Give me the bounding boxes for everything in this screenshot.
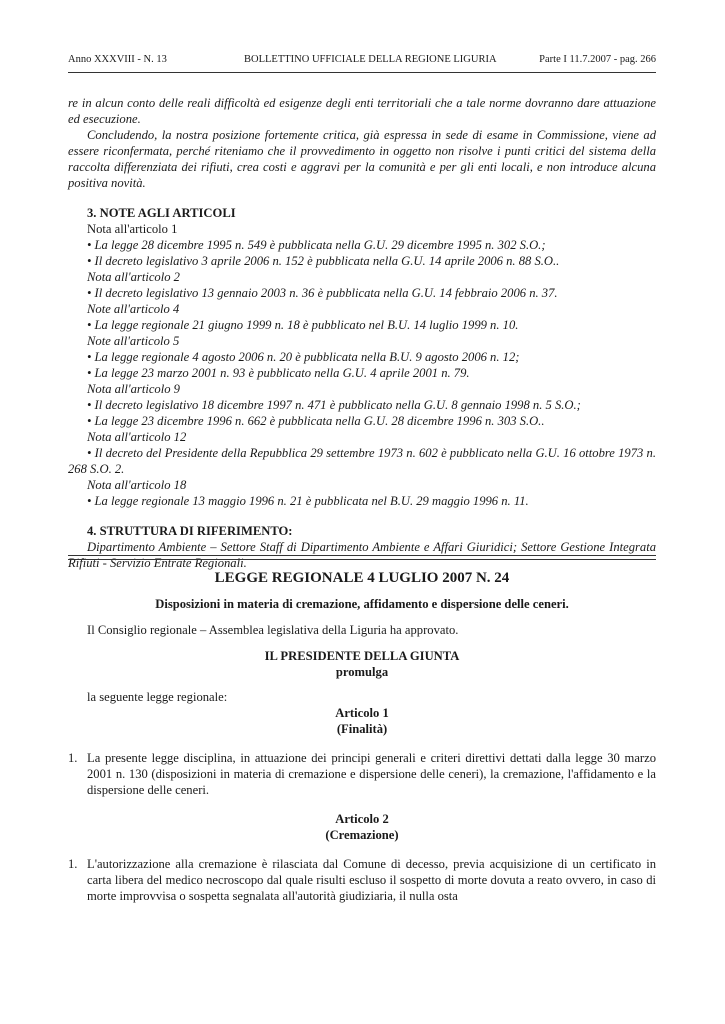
article-2-title: Articolo 2 [335,812,389,826]
president-heading: IL PRESIDENTE DELLA GIUNTA [264,649,460,663]
paragraph-number: 1. [68,751,78,765]
note-item: • La legge 23 marzo 2001 n. 93 è pubblicato nella G.U. 4 aprile 2001 n. 79. [87,366,470,380]
paragraph-text: L'autorizzazione alla cremazione è rilasciata dal Comune di decesso, previa acquisizione di un certificato in carta libera del medico necroscopo dal quale risulti escluso il sospetto di morte dovuta a reato ovvero, in caso di morte improvvisa o sospetta segnalata all'autorità giudiziaria, il nulla osta [87,857,656,903]
law-body [68,570,656,904]
notes-section-title: 3. NOTE AGLI ARTICOLI [87,206,236,220]
note-heading: Nota all'articolo 9 [87,382,180,396]
article-2-subtitle: (Cremazione) [325,828,399,842]
article-1-subtitle: (Finalità) [336,722,388,736]
struttura-text: Dipartimento Ambiente – Settore Staff di Dipartimento Ambiente e Affari Giuridici; Settore Gestione Integrata Rifiuti - Servizio Entrate Regionali. [68,540,656,570]
approval-statement: Il Consiglio regionale – Assemblea legislativa della Liguria ha approvato. [87,623,459,637]
header-issue: Anno XXXVIII - N. 13 [68,54,167,65]
seguente-legge: la seguente legge regionale: [87,690,228,704]
note-item: • La legge regionale 21 giugno 1999 n. 18 è pubblicato nel B.U. 14 luglio 1999 n. 10. [87,318,519,332]
note-item: • La legge 28 dicembre 1995 n. 549 è pubblicata nella G.U. 29 dicembre 1995 n. 302 S.O.; [87,238,546,252]
note-item: • Il decreto legislativo 3 aprile 2006 n. 152 è pubblicata nella G.U. 14 aprile 2006 n. 88 S.O.. [87,254,560,268]
intro-paragraph-1: re in alcun conto delle reali difficoltà ed esigenze degli enti territoriali che a tale norme dovranno dare attuazione ed esecuzione. [68,96,656,126]
note-item: • La legge regionale 13 maggio 1996 n. 21 è pubblicata nel B.U. 29 maggio 1996 n. 11. [87,494,529,508]
header-rule [68,72,656,73]
article-1-paragraph [68,750,656,798]
note-item: • Il decreto del Presidente della Repubblica 29 settembre 1973 n. 602 è pubblicato nella G.U. 16 ottobre 1973 n. 268 S.O. 2. [68,446,656,476]
promulga-heading: promulga [335,665,389,679]
paragraph-text: La presente legge disciplina, in attuazione dei principi generali e criteri direttivi dettati dalla legge 30 marzo 2001 n. 130 (disposizioni in materia di cremazione e dispersione delle ceneri), la cremazione, l'affidamento e la dispersione delle ceneri. [87,751,656,797]
note-item: • La legge regionale 4 agosto 2006 n. 20 è pubblicata nella B.U. 9 agosto 2006 n. 12; [87,350,520,364]
note-heading: Nota all'articolo 12 [87,430,187,444]
page-body [68,95,656,571]
section-divider-top [68,555,656,556]
law-subtitle: Disposizioni in materia di cremazione, affidamento e dispersione delle ceneri. [155,597,569,611]
note-heading: Note all'articolo 4 [87,302,180,316]
note-item: • La legge 23 dicembre 1996 n. 662 è pubblicata nella G.U. 28 dicembre 1996 n. 303 S.O.. [87,414,545,428]
header-publication-title: BOLLETTINO UFFICIALE DELLA REGIONE LIGURIA [244,54,497,65]
note-heading: Nota all'articolo 1 [87,222,178,236]
page-header [68,54,656,72]
note-item: • Il decreto legislativo 18 dicembre 1997 n. 471 è pubblicato nella G.U. 8 gennaio 1998 n. 5 S.O.; [87,398,581,412]
law-title: LEGGE REGIONALE 4 LUGLIO 2007 N. 24 [214,570,510,586]
article-1-title: Articolo 1 [335,706,389,720]
note-heading: Note all'articolo 5 [87,334,180,348]
header-page-info: Parte I 11.7.2007 - pag. 266 [539,54,656,65]
struttura-section-title: 4. STRUTTURA DI RIFERIMENTO: [87,524,293,538]
note-heading: Nota all'articolo 2 [87,270,180,284]
paragraph-number: 1. [68,857,78,871]
note-heading: Nota all'articolo 18 [87,478,187,492]
article-2-paragraph [68,856,656,904]
section-divider-bottom [68,559,656,560]
note-item: • Il decreto legislativo 13 gennaio 2003 n. 36 è pubblicata nella G.U. 14 febbraio 2006 n. 37. [87,286,558,300]
intro-paragraph-2: Concludendo, la nostra posizione fortemente critica, già espressa in sede di esame in Commissione, viene ad essere riconfermata, perché riteniamo che il provvedimento in oggetto non risolve i punti critici del sistema della raccolta differenziata dei rifiuti, crea costi e aggravi per la comunità e per gli enti locali, e non introduce alcuna positiva novità. [68,128,656,190]
